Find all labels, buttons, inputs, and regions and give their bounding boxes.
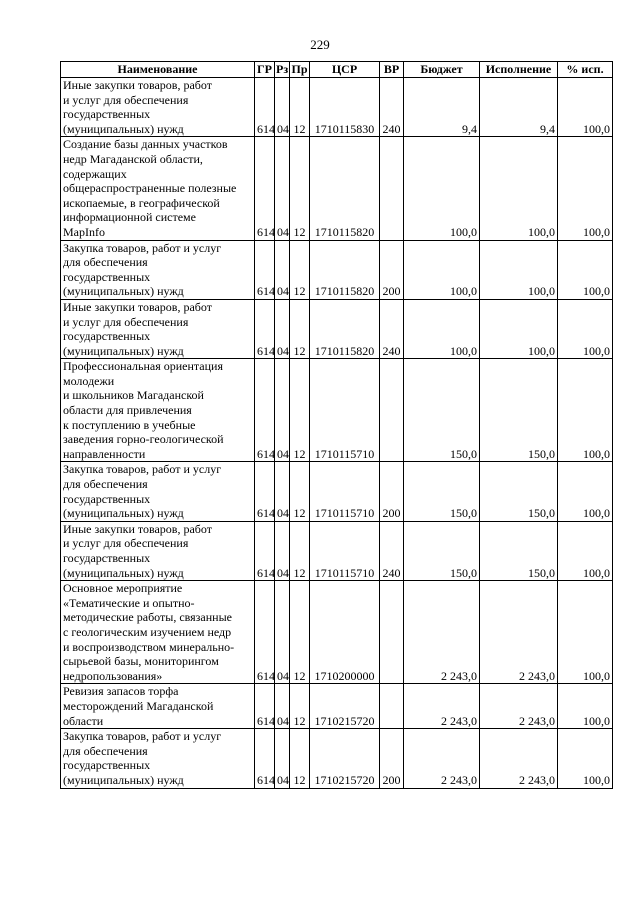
row-name-line: для обеспечения [63, 743, 148, 758]
row-name-line: недр Магаданской области, [63, 151, 203, 166]
row-name-line: государственных [63, 107, 151, 122]
cell-pr: 12 [290, 359, 310, 462]
table-row [61, 240, 613, 299]
cell-gr: 614 [255, 299, 275, 358]
cell-pr: 12 [290, 137, 310, 240]
row-name-cell [61, 299, 255, 358]
cell-rz: 04 [275, 581, 290, 684]
row-name-line: (муниципальных) нужд [63, 343, 184, 358]
table-header-row [61, 62, 613, 78]
cell-percent: 100,0 [558, 137, 613, 240]
cell-budget: 2 243,0 [404, 729, 480, 788]
row-name-line: недропользования» [63, 668, 163, 683]
row-name-line: месторождений Магаданской [63, 698, 214, 713]
cell-percent: 100,0 [558, 359, 613, 462]
row-name-line: и услуг для обеспечения [63, 314, 189, 329]
row-name-line: Закупка товаров, работ и услуг [63, 462, 222, 477]
table-row [61, 684, 613, 729]
cell-pr: 12 [290, 729, 310, 788]
cell-execution: 100,0 [480, 299, 558, 358]
header-gr: ГР [255, 62, 275, 78]
row-name-line: для обеспечения [63, 477, 148, 492]
cell-csr: 1710200000 [310, 581, 380, 684]
cell-pr: 12 [290, 581, 310, 684]
cell-pr: 12 [290, 240, 310, 299]
row-name-line: содержащих [63, 166, 127, 181]
cell-pr: 12 [290, 462, 310, 521]
row-name-line: Иные закупки товаров, работ [63, 78, 212, 92]
row-name-line: заведения горно-геологической [63, 432, 224, 447]
table-row [61, 729, 613, 788]
header-csr: ЦСР [310, 62, 380, 78]
cell-percent: 100,0 [558, 240, 613, 299]
row-name-cell [61, 684, 255, 729]
row-name-line: общераспространенные полезные [63, 181, 237, 196]
row-name-line: сырьевой базы, мониторингом [63, 654, 219, 669]
cell-vr [380, 581, 404, 684]
row-name-line: государственных [63, 551, 151, 565]
cell-rz: 04 [275, 684, 290, 729]
row-name-line: (муниципальных) нужд [63, 284, 184, 299]
row-name-line: Создание базы данных участков [63, 137, 228, 152]
cell-csr: 1710115820 [310, 240, 380, 299]
table-row [61, 462, 613, 521]
cell-vr [380, 359, 404, 462]
cell-vr [380, 137, 404, 240]
row-name-cell [61, 359, 255, 462]
header-pr: Пр [291, 62, 308, 77]
cell-gr: 614 [255, 729, 275, 788]
cell-pr: 12 [290, 684, 310, 729]
cell-budget: 9,4 [404, 78, 480, 137]
row-name-line: области [63, 713, 104, 728]
table-row [61, 521, 613, 580]
cell-percent: 100,0 [558, 521, 613, 580]
cell-execution: 100,0 [480, 240, 558, 299]
row-name-line: «Тематические и опытно- [63, 595, 195, 610]
cell-gr: 614 [255, 78, 275, 137]
row-name-line: и воспроизводством минерально- [63, 639, 235, 654]
row-name-line: ископаемые, в географической [63, 195, 220, 210]
cell-percent: 100,0 [558, 729, 613, 788]
row-name-line: для обеспечения [63, 255, 148, 270]
cell-execution: 150,0 [480, 359, 558, 462]
cell-pr: 12 [290, 78, 310, 137]
row-name-cell [61, 581, 255, 684]
row-name-line: Профессиональная ориентация [63, 359, 223, 374]
row-name-line: (муниципальных) нужд [63, 565, 184, 580]
cell-budget: 150,0 [404, 462, 480, 521]
row-name-cell [61, 240, 255, 299]
cell-vr: 240 [380, 299, 404, 358]
table-row [61, 359, 613, 462]
row-name-line: к поступлению в учебные [63, 417, 196, 432]
cell-rz: 04 [275, 299, 290, 358]
row-name-line: государственных [63, 329, 151, 344]
cell-budget: 150,0 [404, 359, 480, 462]
row-name-line: (муниципальных) нужд [63, 772, 184, 787]
row-name-line: и услуг для обеспечения [63, 92, 189, 107]
header-execution: Исполнение [480, 62, 558, 78]
cell-percent: 100,0 [558, 581, 613, 684]
row-name-line: государственных [63, 269, 151, 284]
cell-gr: 614 [255, 581, 275, 684]
header-vr: ВР [380, 62, 404, 78]
cell-vr [380, 684, 404, 729]
row-name-line: направленности [63, 446, 146, 461]
row-name-cell [61, 521, 255, 580]
cell-rz: 04 [275, 78, 290, 137]
row-name-line: Закупка товаров, работ и услуг [63, 240, 222, 255]
cell-vr: 240 [380, 78, 404, 137]
cell-vr: 240 [380, 521, 404, 580]
row-name-line: Закупка товаров, работ и услуг [63, 729, 222, 744]
header-name: Наименование [61, 62, 255, 78]
cell-rz: 04 [275, 521, 290, 580]
cell-execution: 150,0 [480, 462, 558, 521]
cell-gr: 614 [255, 521, 275, 580]
cell-rz: 04 [275, 137, 290, 240]
header-rz: Рз [276, 62, 289, 77]
cell-budget: 2 243,0 [404, 581, 480, 684]
cell-percent: 100,0 [558, 684, 613, 729]
table-row [61, 78, 613, 137]
row-name-line: методические работы, связанные [63, 610, 232, 625]
row-name-line: (муниципальных) нужд [63, 121, 184, 136]
row-name-cell [61, 462, 255, 521]
cell-pr: 12 [290, 521, 310, 580]
cell-csr: 1710215720 [310, 684, 380, 729]
cell-percent: 100,0 [558, 299, 613, 358]
row-name-line: и услуг для обеспечения [63, 536, 189, 551]
cell-budget: 150,0 [404, 521, 480, 580]
cell-execution: 150,0 [480, 521, 558, 580]
cell-rz: 04 [275, 359, 290, 462]
row-name-cell [61, 137, 255, 240]
cell-pr: 12 [290, 299, 310, 358]
row-name-line: с геологическим изучением недр [63, 624, 232, 639]
row-name-line: государственных [63, 491, 151, 506]
table-row [61, 137, 613, 240]
row-name-line: области для привлечения [63, 403, 192, 418]
row-name-line: и школьников Магаданской [63, 388, 204, 403]
page-number: 229 [310, 37, 330, 52]
row-name-line: (муниципальных) нужд [63, 506, 184, 521]
cell-execution: 2 243,0 [480, 729, 558, 788]
header-percent: % исп. [558, 62, 613, 78]
cell-gr: 614 [255, 684, 275, 729]
row-name-line: Иные закупки товаров, работ [63, 299, 212, 314]
cell-rz: 04 [275, 729, 290, 788]
row-name-line: MapInfo [63, 224, 105, 239]
row-name-cell [61, 78, 255, 137]
cell-gr: 614 [255, 462, 275, 521]
budget-table [60, 61, 613, 789]
cell-execution: 2 243,0 [480, 581, 558, 684]
cell-csr: 1710115710 [310, 521, 380, 580]
cell-csr: 1710115830 [310, 78, 380, 137]
cell-percent: 100,0 [558, 462, 613, 521]
table-row [61, 581, 613, 684]
cell-budget: 100,0 [404, 299, 480, 358]
row-name-line: Основное мероприятие [63, 581, 183, 596]
cell-execution: 100,0 [480, 137, 558, 240]
cell-vr: 200 [380, 729, 404, 788]
cell-percent: 100,0 [558, 78, 613, 137]
cell-csr: 1710115710 [310, 462, 380, 521]
cell-budget: 2 243,0 [404, 684, 480, 729]
header-budget: Бюджет [404, 62, 480, 78]
row-name-line: Ревизия запасов торфа [63, 684, 179, 699]
table-row [61, 299, 613, 358]
cell-gr: 614 [255, 137, 275, 240]
cell-csr: 1710115710 [310, 359, 380, 462]
cell-execution: 2 243,0 [480, 684, 558, 729]
row-name-line: государственных [63, 758, 151, 773]
cell-csr: 1710115820 [310, 299, 380, 358]
cell-vr: 200 [380, 240, 404, 299]
cell-gr: 614 [255, 359, 275, 462]
cell-budget: 100,0 [404, 240, 480, 299]
row-name-line: молодежи [63, 373, 115, 388]
cell-budget: 100,0 [404, 137, 480, 240]
cell-rz: 04 [275, 240, 290, 299]
table-body [61, 78, 613, 789]
cell-rz: 04 [275, 462, 290, 521]
cell-gr: 614 [255, 240, 275, 299]
row-name-line: Иные закупки товаров, работ [63, 521, 212, 536]
cell-vr: 200 [380, 462, 404, 521]
row-name-line: информационной системе [63, 210, 196, 225]
row-name-cell [61, 729, 255, 788]
cell-csr: 1710115820 [310, 137, 380, 240]
cell-csr: 1710215720 [310, 729, 380, 788]
cell-execution: 9,4 [480, 78, 558, 137]
